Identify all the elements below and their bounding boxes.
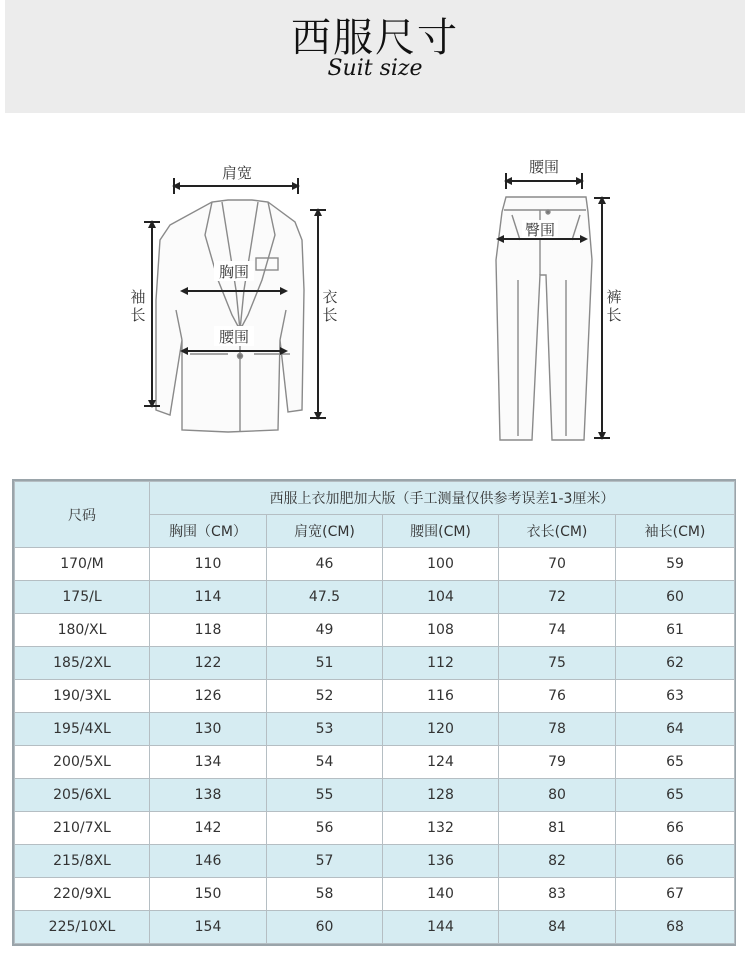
measurement-diagram-svg [0,140,750,460]
table-cell: 118 [150,614,267,647]
table-cell: 54 [267,746,383,779]
size-cell: 185/2XL [15,647,150,680]
table-cell: 67 [616,878,735,911]
size-cell: 225/10XL [15,911,150,944]
size-cell: 205/6XL [15,779,150,812]
measurement-diagram [0,140,750,460]
table-cell: 154 [150,911,267,944]
jacket-waist-label: 腰围 [218,328,250,346]
size-cell: 175/L [15,581,150,614]
table-cell: 47.5 [267,581,383,614]
table-cell: 150 [150,878,267,911]
table-cell: 75 [499,647,616,680]
size-cell: 215/8XL [15,845,150,878]
table-cell: 65 [616,779,735,812]
table-cell: 110 [150,548,267,581]
table-cell: 138 [150,779,267,812]
table-cell: 51 [267,647,383,680]
table-row [15,779,735,812]
table-cell: 140 [383,878,499,911]
table-cell: 76 [499,680,616,713]
column-header-chest: 胸围（CM） [150,515,267,548]
chest-label: 胸围 [218,263,250,281]
size-cell: 180/XL [15,614,150,647]
table-cell: 60 [616,581,735,614]
table-row [15,548,735,581]
table-cell: 124 [383,746,499,779]
table-cell: 134 [150,746,267,779]
table-cell: 56 [267,812,383,845]
size-cell: 170/M [15,548,150,581]
table-cell: 144 [383,911,499,944]
size-cell: 195/4XL [15,713,150,746]
table-cell: 104 [383,581,499,614]
size-cell: 200/5XL [15,746,150,779]
table-cell: 62 [616,647,735,680]
column-header-waist: 腰围(CM) [383,515,499,548]
table-cell: 68 [616,911,735,944]
length-label-2: 长 [322,306,338,324]
table-row [15,845,735,878]
column-header-shoulder: 肩宽(CM) [267,515,383,548]
table-cell: 49 [267,614,383,647]
table-row [15,713,735,746]
table-cell: 114 [150,581,267,614]
table-cell: 72 [499,581,616,614]
length-label-1: 衣 [322,288,338,306]
table-cell: 81 [499,812,616,845]
table-cell: 74 [499,614,616,647]
table-cell: 120 [383,713,499,746]
table-cell: 61 [616,614,735,647]
table-cell: 52 [267,680,383,713]
sleeve-label-1: 袖 [130,288,146,306]
table-cell: 70 [499,548,616,581]
hip-label: 臀围 [524,221,556,239]
size-cell: 220/9XL [15,878,150,911]
table-cell: 142 [150,812,267,845]
column-header-length: 衣长(CM) [499,515,616,548]
page-subtitle: Suit size [327,56,423,81]
table-cell: 80 [499,779,616,812]
table-cell: 136 [383,845,499,878]
pants-length-label-1: 裤 [606,288,622,306]
pants-waist-label: 腰围 [528,158,560,176]
table-cell: 63 [616,680,735,713]
size-table [12,479,736,946]
table-row [15,878,735,911]
table-cell: 55 [267,779,383,812]
group-header: 西服上衣加肥加大版（手工测量仅供参考误差1-3厘米） [150,482,735,515]
table-cell: 60 [267,911,383,944]
table-row [15,911,735,944]
table-cell: 83 [499,878,616,911]
size-cell: 210/7XL [15,812,150,845]
pants-length-label-2: 长 [606,306,622,324]
table-cell: 116 [383,680,499,713]
table-row [15,812,735,845]
size-cell: 190/3XL [15,680,150,713]
table-cell: 146 [150,845,267,878]
table-row [15,581,735,614]
table-cell: 122 [150,647,267,680]
table-cell: 64 [616,713,735,746]
table-cell: 66 [616,812,735,845]
table-cell: 126 [150,680,267,713]
table-row [15,647,735,680]
header-banner [5,0,745,113]
table-cell: 66 [616,845,735,878]
table-cell: 84 [499,911,616,944]
page-title: 西服尺寸 [291,15,459,61]
table-cell: 108 [383,614,499,647]
shoulder-label: 肩宽 [221,164,253,182]
table-cell: 79 [499,746,616,779]
table-row [15,614,735,647]
table-cell: 53 [267,713,383,746]
table-cell: 57 [267,845,383,878]
table-cell: 65 [616,746,735,779]
column-header-sleeve: 袖长(CM) [616,515,735,548]
table-row [15,746,735,779]
sleeve-label-2: 长 [130,306,146,324]
table-cell: 82 [499,845,616,878]
table-cell: 128 [383,779,499,812]
table-cell: 78 [499,713,616,746]
table-cell: 112 [383,647,499,680]
jacket-illustration [156,200,304,432]
table-cell: 46 [267,548,383,581]
table-cell: 58 [267,878,383,911]
size-column-header: 尺码 [15,482,150,548]
table-cell: 130 [150,713,267,746]
table-row [15,680,735,713]
table-cell: 100 [383,548,499,581]
table-cell: 132 [383,812,499,845]
table-cell: 59 [616,548,735,581]
